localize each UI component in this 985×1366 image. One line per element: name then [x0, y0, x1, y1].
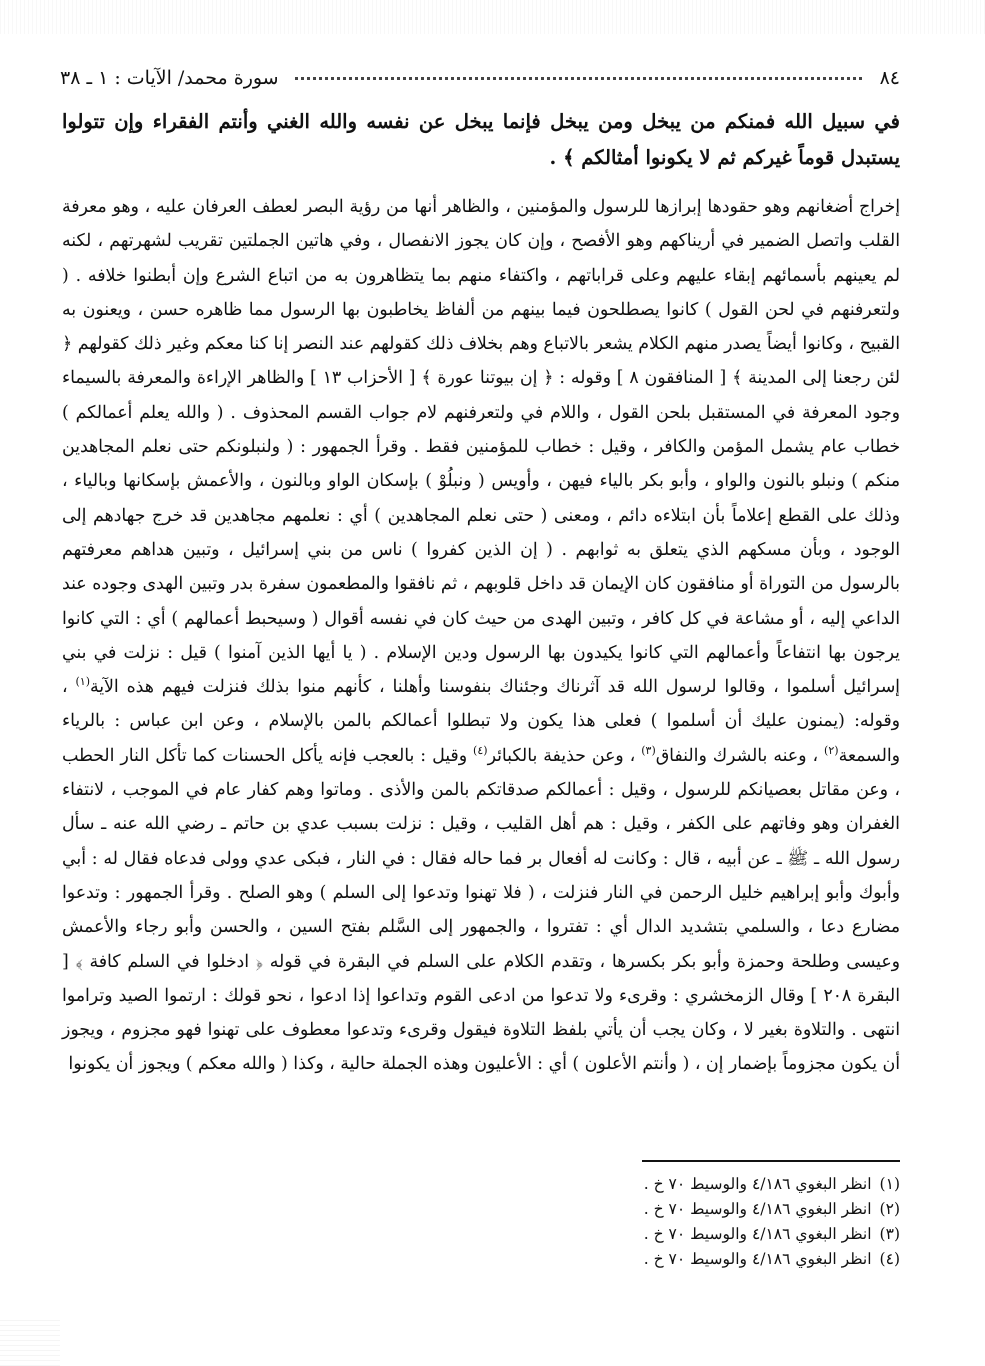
header-dotted-leader: [295, 77, 862, 80]
footnote-ref: (٣): [641, 743, 656, 757]
footnote-number: (٢): [879, 1200, 900, 1218]
commentary-text: إخراج أضغانهم وهو حقودها إبرازها للرسول والمؤمنين ، والظاهر أنها من رؤية البصر لعطف العرفان عليه ، وهو معرفة القلب واتصل الضمير في أريناكهم وهو الأفصح ، وإن كان يجوز الانفصال ، وفي هاتين الجملتين تقريب لشهرتهم ، لكنه لم يعينهم بأسمائهم إبقاء عليهم وعلى قراباتهم ، واكتفاء منهم بما يتظاهرون به من اتباع الشرع وإن أبطنوا خلافه . ( ولتعرفنهم في لحن القول ) كانوا يصطلحون فيما بينهم من ألفاظ يخاطبون بها الرسول مما ظاهره حسن ، ويعنون به القبيح ، وكانوا أيضاً يصدر منهم الكلام يشعر بالاتباع وهم بخلاف ذلك كقولهم عند النصر إنا كنا معكم وغير ذلك كقولهم ﴿ لئن رجعنا إلى المدينة ﴾ [ المنافقون ٨ ] وقوله : ﴿ إن بيوتنا عورة ﴾ [ الأحزاب ١٣ ] والظاهر الإراءة والمعرفة بالسيماء وجود المعرفة في المستقبل بلحن القول ، واللام في ولتعرفنهم لام جواب القسم المحذوف . ( والله يعلم أعمالكم ) خطاب عام يشمل المؤمن والكافر ، وقيل : خطاب للمؤمنين فقط . وقرأ الجمهور : ( ولنبلونكم حتى نعلم المجاهدين منكم ) ونبلو بالنون والواو ، وأبو بكر بالياء فيهن ، وأويس ( ونبلُوْ ) بإسكان الواو وبالنون ، والأعمش بإسكانها وبالياء ، وذلك على القطع إعلاماً بأن ابتلاءه دائم ، ومعنى ( حتى نعلم المجاهدين ) أي : نعلمهم مجاهدين قد خرج جهادهم إلى الوجود ، وبأن مسكهم الذي يتعلق به ثوابهم . ( إن الذين كفروا ) ناس من بني إسرائيل ، وتبين هداهم معرفتهم بالرسول من التوراة أو منافقون كان الإيمان قد داخل قلوبهم ، ثم نافقوا والمطعمون سفرة بدر وتبين الهدى وجوده عند الداعي إليه ، أو مشاعة في كل كافر ، وتبين الهدى من حيث كان في نفسه أقوال ( وسيحبط أعمالهم ) أي : التي كانوا يرجون بها انتفاعاً وأعمالهم التي كانوا يكيدون بها الرسول ودين الإسلام . ( يا أيها الذين آمنوا ) قيل : نزلت في بني إسرائيل أسلموا ، وقالوا لرسول الله قد آثرناك وجئناك بنفوسنا وأهلنا ، كأنهم منوا بذلك فنزلت فيهم هذه الآية: [62, 197, 900, 698]
footnote-ref: (٤): [473, 743, 488, 757]
footnote-text: انظر البغوي ٤/١٨٦ والوسيط ٧٠ خ .: [643, 1250, 872, 1268]
footnote-text: انظر البغوي ٤/١٨٦ والوسيط ٧٠ خ .: [643, 1175, 872, 1193]
footnote-text: انظر البغوي ٤/١٨٦ والوسيط ٧٠ خ .: [643, 1225, 872, 1243]
commentary-paragraph: [62, 190, 900, 1082]
footnote-text: انظر البغوي ٤/١٨٦ والوسيط ٧٠ خ .: [643, 1200, 872, 1218]
commentary-text: ، وقوله: (يمنون عليك أن أسلموا ) فعلى هذا يكون ولا تبطلوا أعمالكم بالمن بالإسلام ، وعن ابن عباس : بالرياء والسمعة: [62, 677, 900, 766]
quran-verse-text: في سبيل الله فمنكم من يبخل ومن يبخل فإنما يبخل عن نفسه والله الغني وأنتم الفقراء وإن تتولوا يستبدل قوماً غيركم ثم لا يكونوا أمثالكم ﴾ .: [62, 110, 900, 169]
footnote: [480, 1247, 900, 1272]
scan-noise: [0, 0, 985, 34]
footnote-number: (١): [879, 1175, 900, 1193]
footnote: [480, 1172, 900, 1197]
footnote-separator: [642, 1160, 900, 1162]
scan-noise: [0, 1320, 60, 1366]
footnotes-list: [480, 1172, 900, 1272]
footnote-ref: (٢): [824, 743, 839, 757]
footnote-ref: (١): [75, 675, 90, 689]
footnote-number: (٤): [879, 1250, 900, 1268]
commentary-text: وقيل : بالعجب فإنه يأكل الحسنات كما تأكل النار الحطب ، وعن مقاتل بعصيانكم للرسول ، وقيل : أعمالكم صدقاتكم بالمن والأذى . وماتوا وهم كفار عام في الموجب ، لانتفاء الغفران وهو وفاتهم على الكفر ، وقيل : هم أهل القليب ، وقيل : نزلت بسبب عدي بن حاتم ـ رضي الله عنه ـ سأل رسول الله ـ ﷺ ـ عن أبيه ، قال : وكانت له أفعال بر فما حاله فقال : في النار ، فبكى عدي وولى فدعاه فقال له : أبي وأبوك وأبو إبراهيم خليل الرحمن في النار فنزلت ، ( فلا تهنوا وتدعوا إلى السلم ) وهو الصلح . وقرأ الجمهور : وتدعوا مضارع دعا ، والسلمي بتشديد الدال أي : تفتروا ، والجمهور إلى السَّلم بفتح السين ، والحسن وأبو رجاء والأعمش وعيسى وطلحة وحمزة وأبو بكر بكسرها ، وتقدم الكلام على السلم في البقرة في قوله ﴿ ادخلوا في السلم كافة ﴾ [ البقرة ٢٠٨ ] وقال الزمخشري : وقرىء ولا تدعوا من ادعى القوم وتداعوا إذا ادعوا ، نحو قولك : ارتموا الصيد وتراموا انتهى . والتلاوة بغير لا ، وكان يجب أن يأتي بلفظ التلاوة فيقول وقرىء وتدعوا معطوف على تهنوا فهو مجزوم ، ويجوز أن يكون مجزوماً بإضمار إن ، ( وأنتم الأعلون ) أي : الأعليون وهذه الجملة حالية ، وكذا ( والله معكم ) ويجوز أن يكونوا: [62, 745, 900, 1075]
page-number: ٨٤: [879, 67, 900, 89]
footnote: [480, 1197, 900, 1222]
footnote: [480, 1222, 900, 1247]
page-header: [60, 62, 900, 94]
commentary-text: ، وعن حذيفة بالكبائر: [487, 745, 636, 766]
commentary-text: ، وعنه بالشرك والنفاق: [655, 745, 819, 766]
running-title: سورة محمد/ الآيات : ١ ـ ٣٨: [60, 67, 279, 89]
footnote-number: (٣): [879, 1225, 900, 1243]
commentary-body: [62, 190, 900, 1082]
